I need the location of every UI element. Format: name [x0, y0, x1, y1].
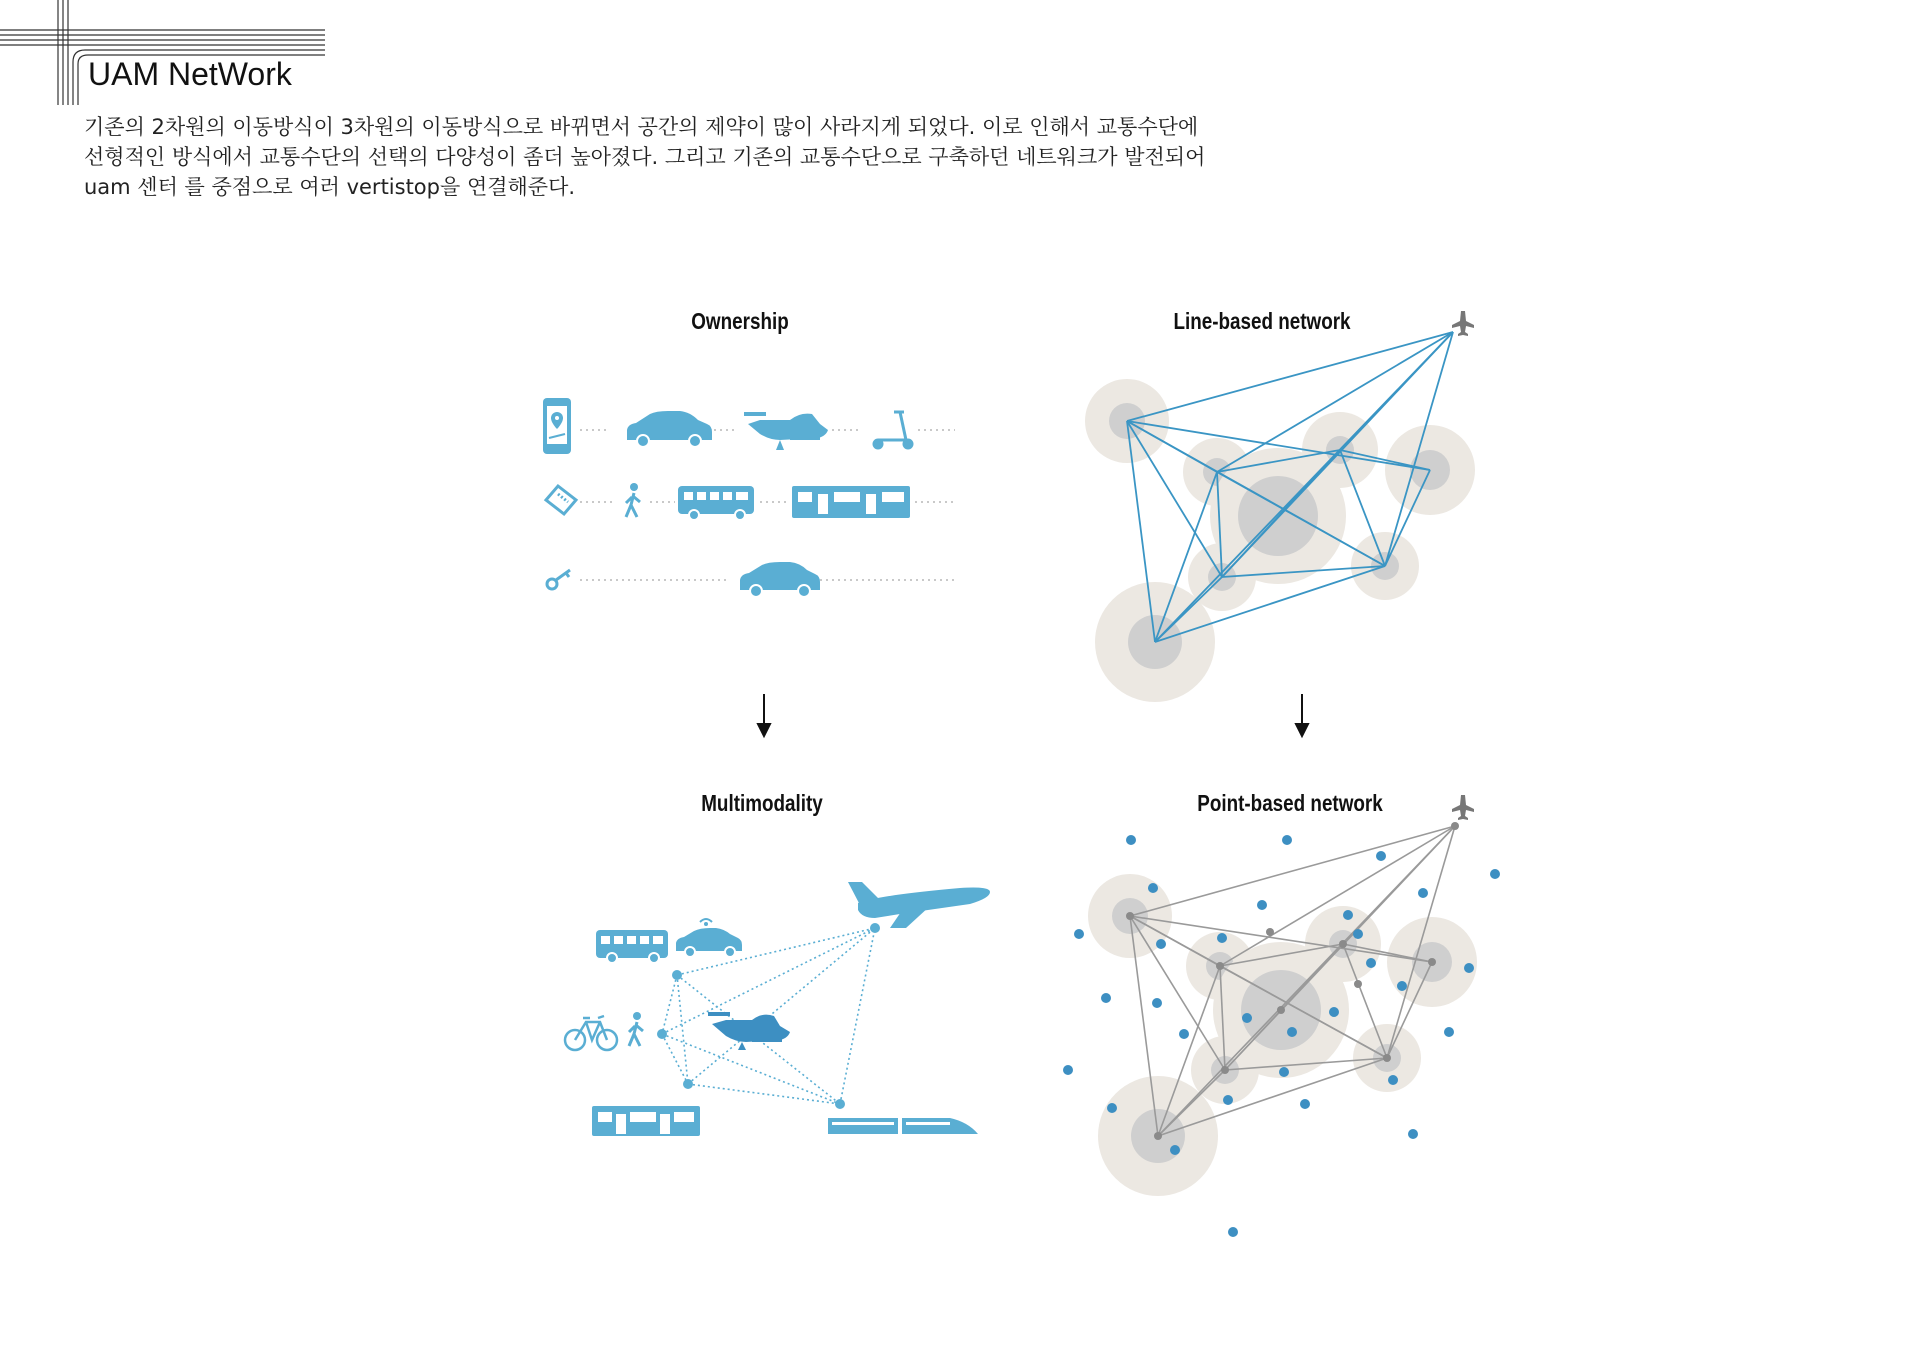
- bicycle-icon: [565, 1016, 617, 1050]
- line-based-network-panel: [1085, 311, 1475, 702]
- point-based-network-title: Point-based network: [1197, 790, 1383, 816]
- ticket-icon: [546, 486, 576, 514]
- page-title: UAM NetWork: [88, 56, 292, 92]
- ownership-title: Ownership: [691, 308, 789, 334]
- airplane-marker-icon: [1452, 311, 1474, 336]
- air-taxi-icon: [744, 412, 828, 450]
- pedestrian-icon: [629, 1012, 643, 1046]
- multimodality-title: Multimodality: [701, 790, 823, 816]
- point-based-network-panel: [1063, 795, 1500, 1237]
- air-taxi-icon: [708, 1012, 790, 1050]
- network-halos: [1085, 379, 1475, 702]
- key-icon: [547, 570, 570, 589]
- bus-icon: [596, 930, 668, 963]
- description-line: 선형적인 방식에서 교통수단의 선택의 다양성이 좀더 높아졌다. 그리고 기존의 교통수단으로 구축하던 네트워크가 발전되어: [84, 145, 1206, 169]
- down-arrow-icon: [1296, 694, 1308, 736]
- description-line: 기존의 2차원의 이동방식이 3차원의 이동방식으로 바뀌면서 공간의 제약이 많이 사라지게 되었다. 이로 인해서 교통수단에: [84, 115, 1199, 139]
- multimodality-panel: [565, 882, 990, 1136]
- kick-scooter-icon: [874, 412, 912, 448]
- airplane-marker-icon: [1452, 795, 1474, 820]
- tram-icon: [792, 486, 910, 518]
- train-icon: [828, 1118, 978, 1134]
- tram-icon: [592, 1106, 700, 1136]
- line-based-network-title: Line-based network: [1173, 308, 1351, 334]
- smartphone-map-icon: [543, 398, 571, 454]
- airplane-icon: [848, 882, 990, 928]
- taxi-icon: [676, 919, 742, 957]
- ownership-panel: [543, 398, 955, 597]
- bus-icon: [678, 486, 754, 520]
- car-icon: [740, 562, 820, 597]
- network-halos: [1088, 874, 1477, 1196]
- car-icon: [627, 411, 712, 447]
- description-line: uam 센터 를 중점으로 여러 vertistop을 연결해준다.: [84, 175, 576, 199]
- pedestrian-icon: [626, 483, 640, 517]
- down-arrow-icon: [758, 694, 770, 736]
